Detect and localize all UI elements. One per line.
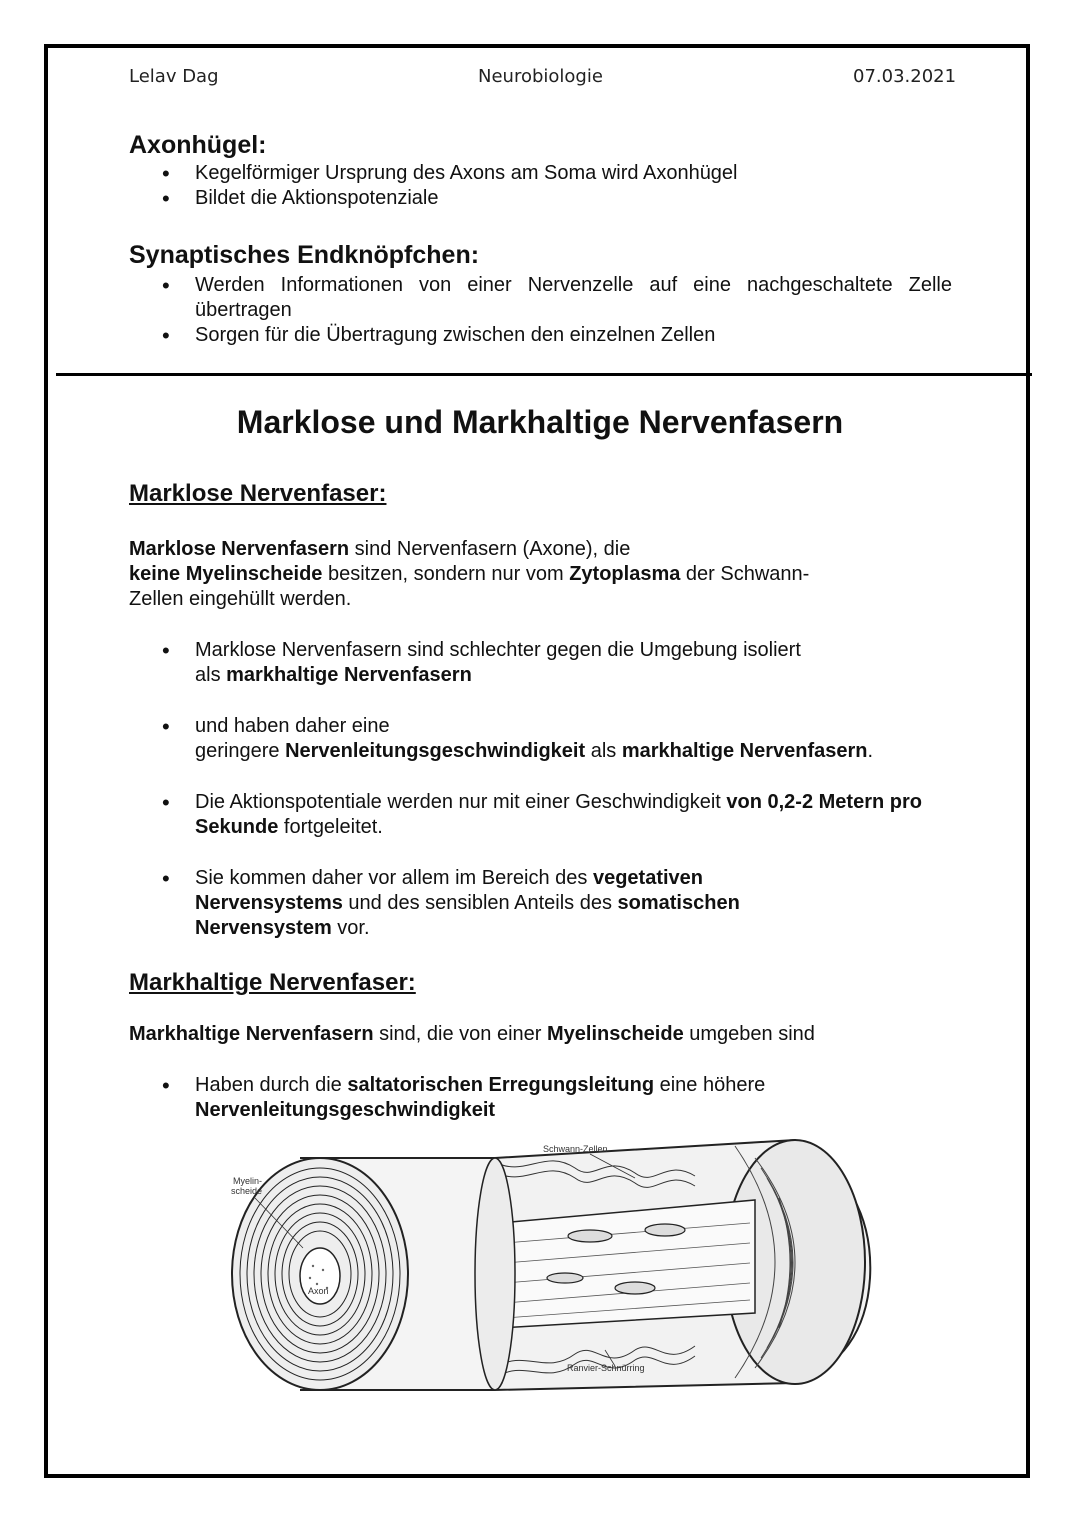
markhaltig-heading: Markhaltige Nervenfaser: <box>129 969 416 996</box>
axonhuegel-heading: Axonhügel: <box>129 131 267 159</box>
markhaltig-intro: Markhaltige Nervenfasern sind, die von einer Myelinscheide umgeben sind <box>129 1023 815 1045</box>
label-myelin-1: Myelin- <box>233 1176 263 1186</box>
list-item: • Kegelförmiger Ursprung des Axons am Soma wird Axonhügel <box>129 161 738 186</box>
header-subject: Neurobiologie <box>478 66 603 87</box>
marklos-intro: Marklose Nervenfasern sind Nervenfasern (Axone), die keine Myelinscheide besitzen, sondern nur vom Zytoplasma der Schwann- Zellen eingehüllt werden. <box>129 538 810 610</box>
list-item: • Sorgen für die Übertragung zwischen den einzelnen Zellen <box>129 323 952 348</box>
nerve-fiber-illustration <box>195 1128 885 1408</box>
section-divider <box>56 373 1032 376</box>
list-item: • Haben durch die saltatorischen Erregungsleitung eine höhere Nervenleitungsgeschwindigkeit <box>129 1073 765 1123</box>
list-item: • Bildet die Aktionspotenziale <box>129 186 738 211</box>
list-item: • Werden Informationen von einer Nervenzelle auf eine nachgeschaltete Zelle übertragen <box>129 273 952 323</box>
list-item: • Die Aktionspotentiale werden nur mit einer Geschwindigkeit von 0,2-2 Metern pro Sekunde fortgeleitet. <box>129 790 959 840</box>
synapse-list <box>129 273 952 348</box>
label-myelin-2: scheide <box>231 1186 263 1196</box>
label-schwann: Schwann-Zellen <box>543 1144 608 1154</box>
page-title: Marklose und Markhaltige Nervenfasern <box>236 404 844 440</box>
list-item: • Marklose Nervenfasern sind schlechter gegen die Umgebung isoliert als markhaltige Nervenfasern <box>129 638 959 688</box>
marklos-heading: Marklose Nervenfaser: <box>129 480 387 507</box>
header-date: 07.03.2021 <box>853 66 957 87</box>
header-author: Lelav Dag <box>129 66 219 87</box>
markhaltig-list <box>129 1073 765 1123</box>
marklos-list <box>129 638 959 967</box>
list-item: • und haben daher eine geringere Nervenleitungsgeschwindigkeit als markhaltige Nervenfasern. <box>129 714 959 764</box>
label-axon: Axon <box>308 1286 329 1296</box>
label-ranvier: Ranvier-Schnürring <box>567 1363 645 1373</box>
list-item: • Sie kommen daher vor allem im Bereich des vegetativen Nervensystems und des sensiblen Anteils des somatischen Nervensystem vor. <box>129 866 959 941</box>
axonhuegel-list <box>129 161 738 211</box>
synapse-heading: Synaptisches Endknöpfchen: <box>129 241 480 269</box>
